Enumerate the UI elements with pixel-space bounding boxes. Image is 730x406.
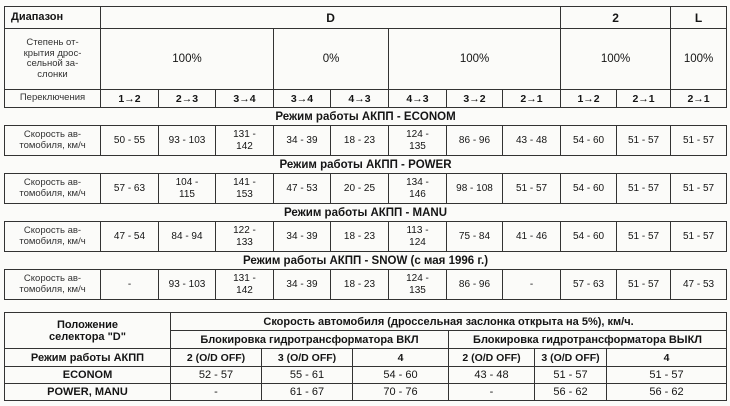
speed-cell: 47 - 53 [274,174,331,204]
speed-cell: 41 - 46 [503,222,561,252]
speed-cell: 18 - 23 [331,222,389,252]
speed-cell: 51 - 57 [617,174,671,204]
speed-cell: 51 - 57 [503,174,561,204]
speed-cell: 20 - 25 [331,174,389,204]
speed-cell: 34 - 39 [274,126,331,156]
speed-cell: 55 - 61 [262,367,353,384]
speed-cell: 86 - 96 [447,270,503,300]
speed-cell: 34 - 39 [274,222,331,252]
shift-cell: 1→2 [561,90,617,108]
speed-cell: 51 - 57 [535,367,607,384]
speed-cell: 51 - 57 [671,126,727,156]
throttle-value: 100% [671,29,727,90]
speed-cell: 93 - 103 [159,270,216,300]
speed-cell: 131 - 142 [216,126,274,156]
speed-cell: 47 - 53 [671,270,727,300]
throttle-label: Степень от- крытия дрос- сельной за- слонки [5,29,101,90]
lockup-speed-table [4,312,727,401]
speed-label: Скорость ав- томобиля, км/ч [5,126,101,156]
speed-cell: 86 - 96 [447,126,503,156]
range-d: D [101,7,561,29]
gear-header: 4 [607,349,727,367]
speed-cell: 34 - 39 [274,270,331,300]
gear-header: 3 (O/D OFF) [535,349,607,367]
speed-cell: 122 - 133 [216,222,274,252]
shift-cell: 2→1 [503,90,561,108]
speed-cell: 75 - 84 [447,222,503,252]
speed-cell: - [503,270,561,300]
speed-cell: 51 - 57 [671,222,727,252]
speed-cell: 57 - 63 [101,174,159,204]
speed-cell: 18 - 23 [331,270,389,300]
range-header-label: Диапазон [5,7,101,29]
shift-cell: 4→3 [389,90,447,108]
speed-cell: 51 - 57 [607,367,727,384]
speed-cell: 52 - 57 [171,367,262,384]
speed-label: Скорость ав- томобиля, км/ч [5,222,101,252]
speed-cell: 50 - 55 [101,126,159,156]
range-l: L [671,7,727,29]
speed-cell: 51 - 57 [671,174,727,204]
shift-cell: 2→3 [159,90,216,108]
gear-header: 3 (O/D OFF) [262,349,353,367]
shift-cell: 3→4 [274,90,331,108]
speed-cell: 43 - 48 [503,126,561,156]
selector-label: Положение селектора "D" [5,313,171,349]
shift-cell: 2→1 [671,90,727,108]
lockup-on-header: Блокировка гидротрансформатора ВКЛ [171,331,449,349]
mode-title-manu: Режим работы АКПП - MANU [5,204,727,222]
shift-speed-table [4,6,727,300]
speed-cell: 18 - 23 [331,126,389,156]
speed-cell: 54 - 60 [561,126,617,156]
shift-label: Переключения [5,90,101,108]
speed-cell: - [101,270,159,300]
speed-cell: 124 - 135 [389,270,447,300]
gear-header: 2 (O/D OFF) [449,349,535,367]
speed-cell: 47 - 54 [101,222,159,252]
speed-cell: 113 - 124 [389,222,447,252]
speed-cell: 56 - 62 [535,384,607,401]
speed-cell: 56 - 62 [607,384,727,401]
speed-cell: 134 - 146 [389,174,447,204]
mode-title-power: Режим работы АКПП - POWER [5,156,727,174]
speed-title: Скорость автомобиля (дроссельная заслонка открыта на 5%), км/ч. [171,313,727,331]
speed-cell: 93 - 103 [159,126,216,156]
shift-cell: 4→3 [331,90,389,108]
speed-label: Скорость ав- томобиля, км/ч [5,270,101,300]
gear-header: 2 (O/D OFF) [171,349,262,367]
speed-cell: 51 - 57 [617,270,671,300]
mode-name: POWER, MANU [5,384,171,401]
speed-cell: 54 - 60 [561,174,617,204]
throttle-value: 100% [561,29,671,90]
gear-header: 4 [353,349,449,367]
throttle-value: 100% [101,29,274,90]
mode-title-snow: Режим работы АКПП - SNOW (с мая 1996 г.) [5,252,727,270]
speed-label: Скорость ав- томобиля, км/ч [5,174,101,204]
speed-cell: 131 - 142 [216,270,274,300]
speed-cell: 43 - 48 [449,367,535,384]
shift-cell: 3→4 [216,90,274,108]
shift-cell: 2→1 [617,90,671,108]
speed-cell: 70 - 76 [353,384,449,401]
speed-cell: 141 - 153 [216,174,274,204]
speed-cell: - [171,384,262,401]
speed-cell: 104 - 115 [159,174,216,204]
speed-cell: 84 - 94 [159,222,216,252]
speed-cell: 51 - 57 [617,222,671,252]
throttle-value: 0% [274,29,389,90]
speed-cell: 98 - 108 [447,174,503,204]
throttle-value: 100% [389,29,561,90]
speed-cell: 124 - 135 [389,126,447,156]
range-2: 2 [561,7,671,29]
mode-title-econom: Режим работы АКПП - ECONOM [5,108,727,126]
speed-cell: 54 - 60 [353,367,449,384]
mode-label: Режим работы АКПП [5,349,171,367]
speed-cell: 61 - 67 [262,384,353,401]
mode-name: ECONOM [5,367,171,384]
shift-cell: 1→2 [101,90,159,108]
speed-cell: 51 - 57 [617,126,671,156]
speed-cell: 57 - 63 [561,270,617,300]
lockup-off-header: Блокировка гидротрансформатора ВЫКЛ [449,331,727,349]
speed-cell: - [449,384,535,401]
shift-cell: 3→2 [447,90,503,108]
speed-cell: 54 - 60 [561,222,617,252]
